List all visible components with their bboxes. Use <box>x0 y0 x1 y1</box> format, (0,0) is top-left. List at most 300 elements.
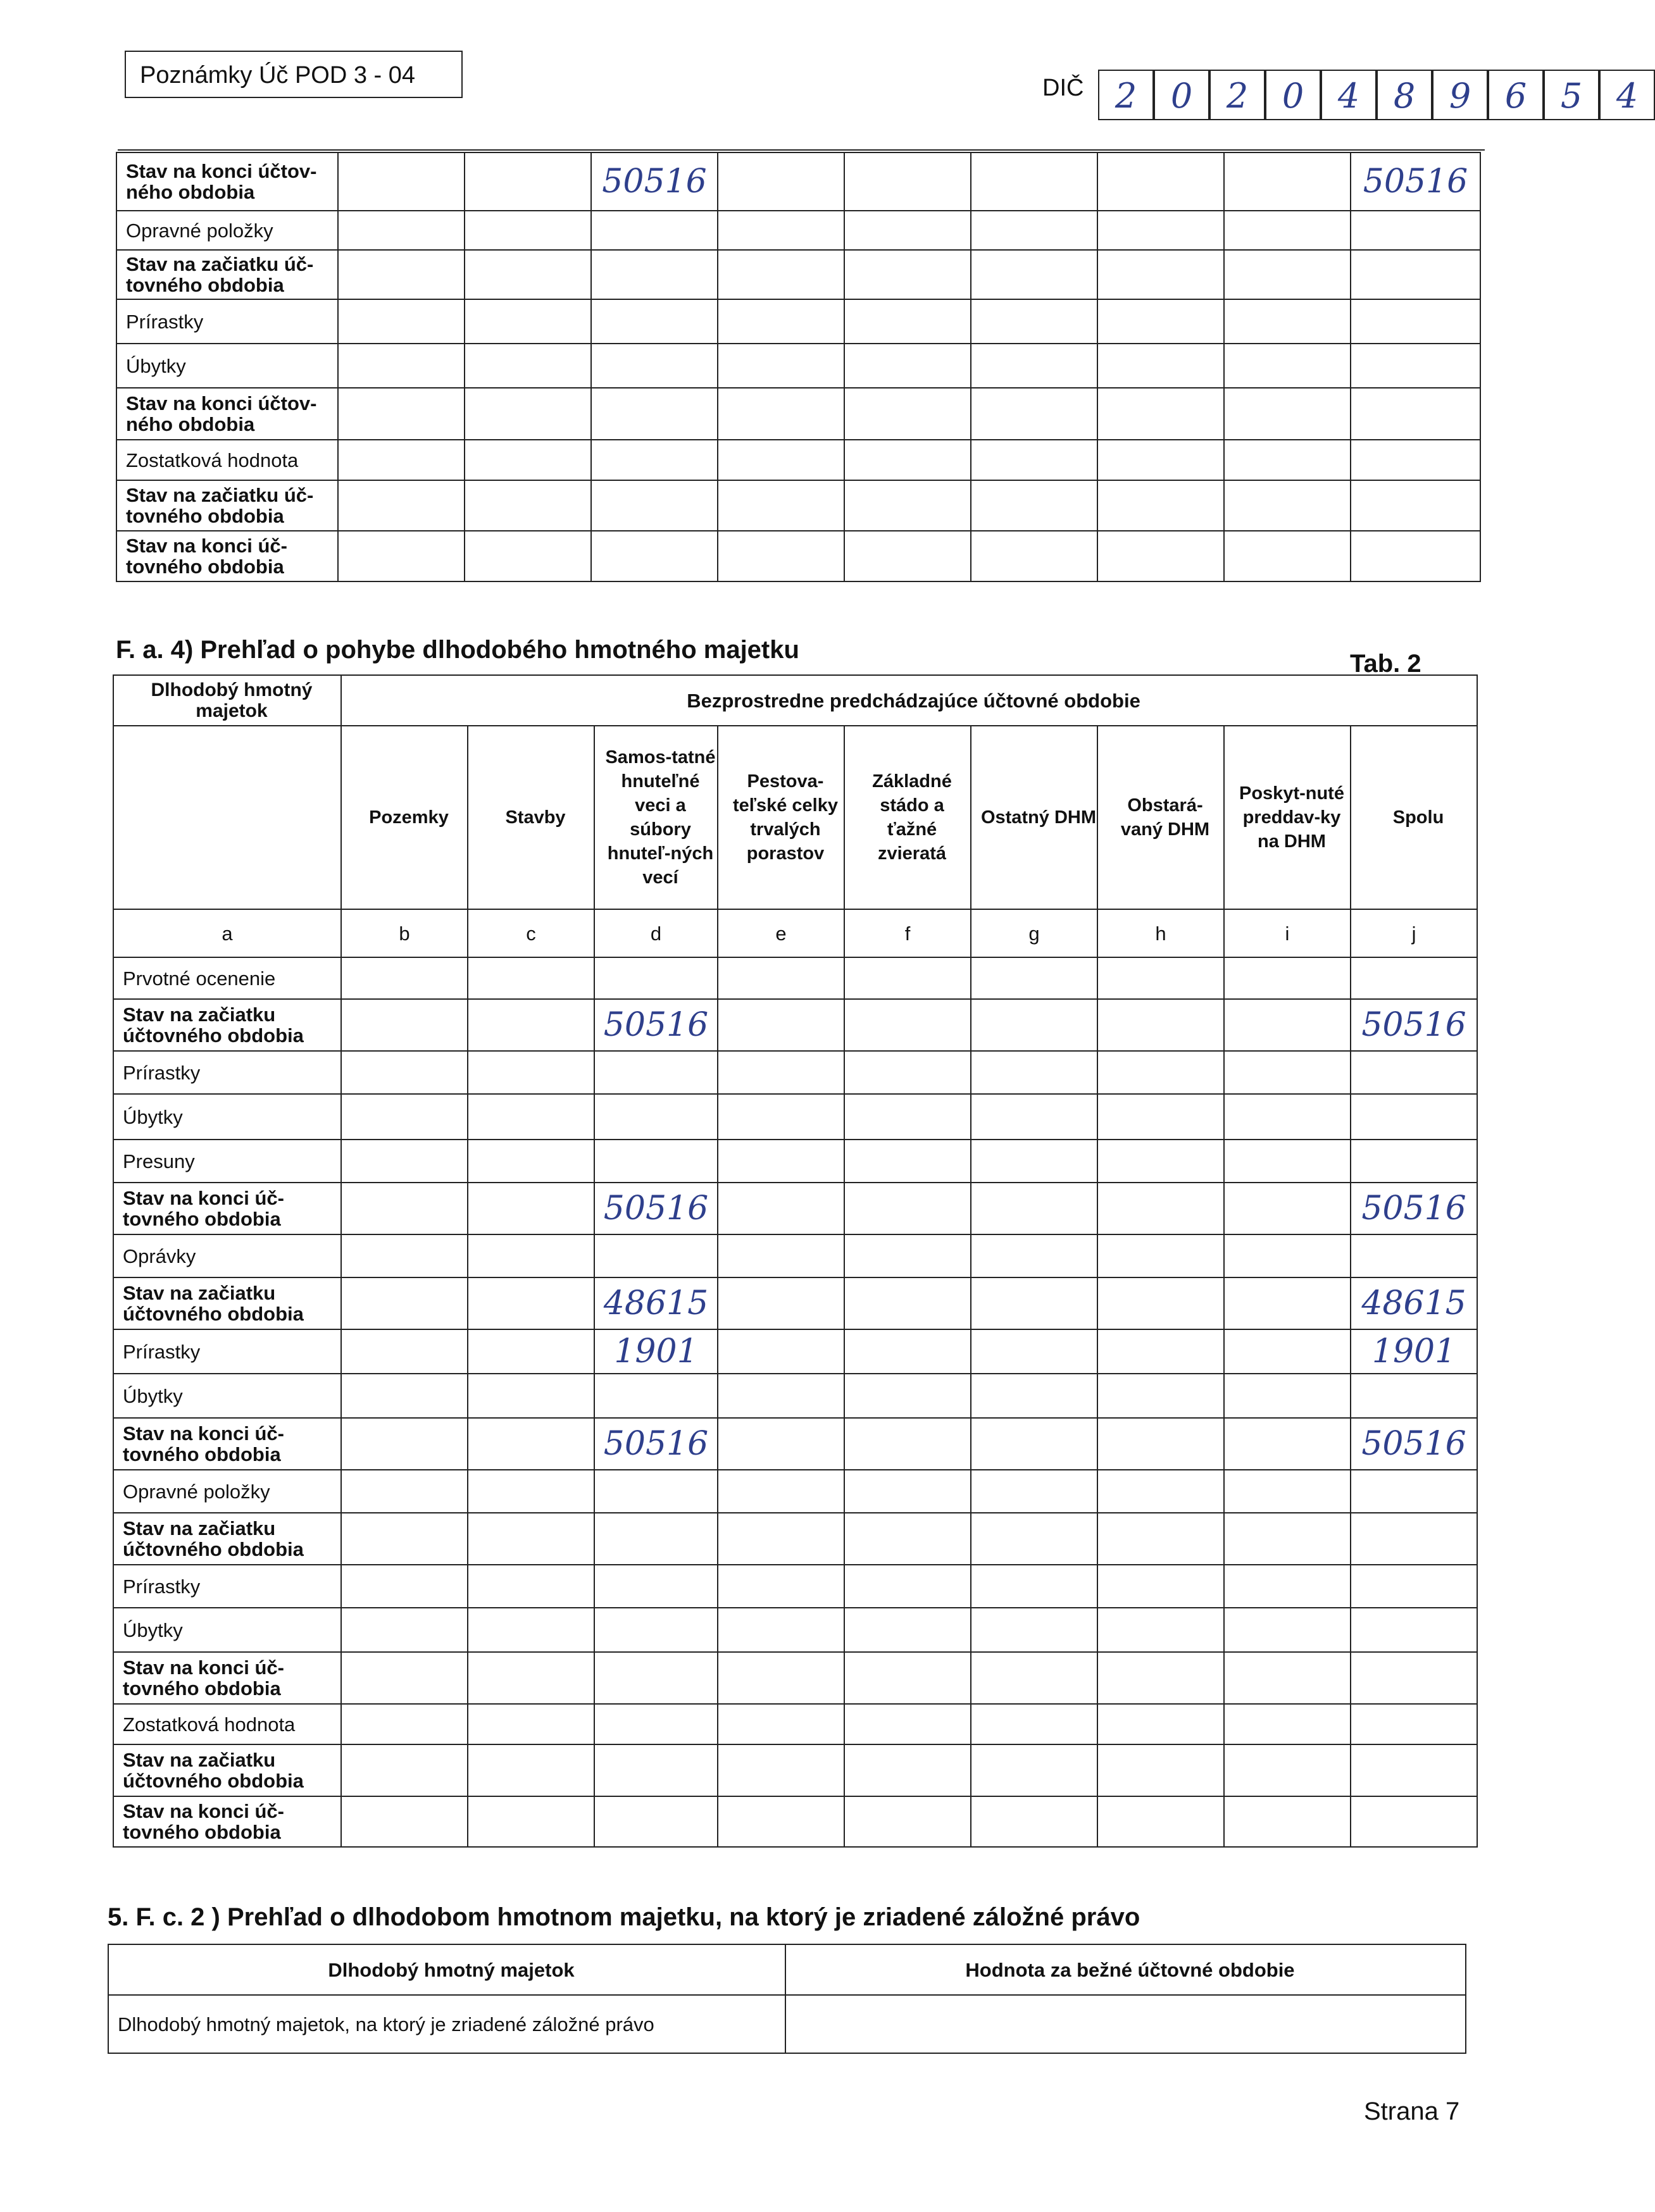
table-cell[interactable] <box>465 250 591 299</box>
table-cell[interactable] <box>468 1051 594 1094</box>
table-cell[interactable] <box>718 1051 844 1094</box>
table-cell[interactable] <box>465 211 591 250</box>
cell-col-d[interactable] <box>594 1094 718 1140</box>
table-cell[interactable] <box>718 1183 844 1234</box>
table-cell[interactable] <box>1224 1513 1351 1565</box>
cell-col-d[interactable]: 50516 <box>594 1418 718 1470</box>
table-cell[interactable] <box>1224 1418 1351 1470</box>
table-cell[interactable] <box>971 1704 1097 1744</box>
table-cell[interactable] <box>1224 480 1351 531</box>
cell-col-d[interactable] <box>594 1565 718 1608</box>
dic-digit-box[interactable]: 9 <box>1432 70 1488 120</box>
table-cell[interactable] <box>718 1140 844 1183</box>
cell-col-d[interactable] <box>591 440 718 480</box>
cell-col-j[interactable]: 50516 <box>1351 1183 1477 1234</box>
table-cell[interactable] <box>1097 388 1224 440</box>
table-cell[interactable] <box>971 388 1097 440</box>
table-cell[interactable] <box>338 344 465 388</box>
form-title: Poznámky Úč POD 3 - 04 <box>125 51 463 98</box>
table-cell[interactable] <box>844 388 971 440</box>
table-cell[interactable] <box>341 1051 468 1094</box>
table-cell[interactable] <box>468 1565 594 1608</box>
table-cell[interactable] <box>844 344 971 388</box>
table-cell[interactable] <box>465 480 591 531</box>
cell-col-j[interactable]: 50516 <box>1351 152 1480 211</box>
table-cell[interactable] <box>718 211 844 250</box>
table-cell[interactable] <box>341 1329 468 1374</box>
table-cell[interactable] <box>1224 388 1351 440</box>
table-row <box>113 1277 1477 1329</box>
cell-col-d[interactable] <box>594 1374 718 1418</box>
table-cell[interactable] <box>338 531 465 581</box>
section-title-fc2: 5. F. c. 2 ) Prehľad o dlhodobom hmotnom majetku, na ktorý je zriadené záložné právo <box>108 1903 1140 1931</box>
table-cell[interactable] <box>1224 1051 1351 1094</box>
table-cell[interactable] <box>468 1094 594 1140</box>
table-cell[interactable] <box>844 531 971 581</box>
table-cell[interactable] <box>1097 1513 1224 1565</box>
table-cell[interactable] <box>718 299 844 344</box>
cell-col-d[interactable] <box>594 957 718 999</box>
cell-col-d[interactable] <box>594 1140 718 1183</box>
cell-col-j[interactable]: 1901 <box>1351 1329 1477 1374</box>
table-cell[interactable] <box>1097 1744 1224 1796</box>
table-cell[interactable] <box>468 1329 594 1374</box>
table-cell[interactable] <box>971 1140 1097 1183</box>
table-cell[interactable] <box>844 1470 971 1513</box>
table-cell[interactable] <box>971 152 1097 211</box>
table-cell[interactable] <box>844 152 971 211</box>
table-cell[interactable] <box>718 999 844 1051</box>
table-cell[interactable] <box>1097 250 1224 299</box>
dic-digit-box[interactable]: 0 <box>1265 70 1321 120</box>
period-header: Bezprostredne predchádzajúce účtovné obdobie <box>341 675 1477 726</box>
table-cell[interactable] <box>971 1183 1097 1234</box>
cell-col-j[interactable] <box>1351 250 1480 299</box>
table-cell[interactable] <box>468 999 594 1051</box>
table-cell[interactable] <box>718 1277 844 1329</box>
cell-col-j[interactable] <box>1351 344 1480 388</box>
table-cell[interactable] <box>1224 250 1351 299</box>
table-cell[interactable] <box>1224 1140 1351 1183</box>
table-cell[interactable] <box>341 957 468 999</box>
cell-col-j[interactable]: 50516 <box>1351 999 1477 1051</box>
cell-col-d[interactable] <box>594 1234 718 1277</box>
table-cell[interactable] <box>718 1608 844 1652</box>
table-cell[interactable] <box>844 1704 971 1744</box>
row-label: Stav na konci účtov-ného obdobia <box>116 388 338 440</box>
table-cell[interactable] <box>1097 531 1224 581</box>
table-cell[interactable] <box>1224 1652 1351 1704</box>
table-cell[interactable] <box>971 531 1097 581</box>
table-cell[interactable] <box>844 1277 971 1329</box>
table-cell[interactable] <box>971 1565 1097 1608</box>
column-header: Ostatný DHM <box>971 726 1097 909</box>
table-cell[interactable] <box>1224 1183 1351 1234</box>
table-cell[interactable] <box>341 1513 468 1565</box>
table-cell[interactable] <box>718 344 844 388</box>
table-row <box>113 1744 1477 1796</box>
table-cell[interactable] <box>844 250 971 299</box>
table-cell[interactable] <box>971 480 1097 531</box>
row-label: Prírastky <box>113 1051 341 1094</box>
table-cell[interactable] <box>1097 957 1224 999</box>
table-cell[interactable] <box>1224 531 1351 581</box>
cell-col-d[interactable] <box>591 211 718 250</box>
cell-col-d[interactable] <box>594 1744 718 1796</box>
cell-col-j[interactable] <box>1351 1374 1477 1418</box>
cell-col-d[interactable] <box>594 1513 718 1565</box>
table-cell[interactable] <box>844 1374 971 1418</box>
table-cell[interactable] <box>1097 152 1224 211</box>
cell-col-d[interactable] <box>594 1608 718 1652</box>
column-letter: h <box>1097 909 1224 957</box>
table-cell[interactable] <box>1224 1470 1351 1513</box>
table-cell[interactable] <box>971 299 1097 344</box>
table-cell[interactable] <box>1224 344 1351 388</box>
table-cell[interactable] <box>1224 211 1351 250</box>
table-cell[interactable] <box>718 1652 844 1704</box>
table-cell[interactable] <box>341 999 468 1051</box>
column-letter: a <box>113 909 341 957</box>
table-cell[interactable] <box>718 1329 844 1374</box>
cell-col-d[interactable] <box>594 1652 718 1704</box>
table-cell[interactable] <box>844 440 971 480</box>
table-cell[interactable] <box>718 1094 844 1140</box>
table-cell[interactable] <box>718 1418 844 1470</box>
table-cell[interactable] <box>1097 299 1224 344</box>
cell-col-j[interactable] <box>1351 1513 1477 1565</box>
dic-digit-box[interactable]: 2 <box>1209 70 1265 120</box>
cell-col-d[interactable] <box>591 299 718 344</box>
table-cell[interactable] <box>1224 1744 1351 1796</box>
table-cell[interactable] <box>1097 1329 1224 1374</box>
table-cell[interactable] <box>971 1470 1097 1513</box>
table-cell[interactable] <box>338 299 465 344</box>
table-cell[interactable] <box>338 152 465 211</box>
cell-col-j[interactable] <box>1351 211 1480 250</box>
table-cell[interactable] <box>971 999 1097 1051</box>
table-cell[interactable] <box>844 1796 971 1847</box>
table-cell[interactable] <box>844 1608 971 1652</box>
table-cell[interactable] <box>465 344 591 388</box>
table-cell[interactable] <box>341 1140 468 1183</box>
table-cell[interactable] <box>468 1234 594 1277</box>
table-cell[interactable] <box>971 1094 1097 1140</box>
dic-digit-box[interactable]: 6 <box>1488 70 1544 120</box>
column-letter: i <box>1224 909 1351 957</box>
table-cell[interactable] <box>844 1094 971 1140</box>
cell-col-j[interactable] <box>1351 1744 1477 1796</box>
cell-col-j[interactable] <box>1351 1470 1477 1513</box>
cell-col-j[interactable]: 50516 <box>1351 1418 1477 1470</box>
table-cell[interactable] <box>1097 1277 1224 1329</box>
table-cell[interactable] <box>338 250 465 299</box>
cell-col-j[interactable] <box>1351 388 1480 440</box>
table-cell[interactable] <box>468 1418 594 1470</box>
row-label: Zostatková hodnota <box>113 1704 341 1744</box>
table-cell[interactable] <box>844 1051 971 1094</box>
table-cell[interactable] <box>1097 1565 1224 1608</box>
column-header: Základné stádo a ťažné zvieratá <box>844 726 971 909</box>
table-cell[interactable] <box>468 957 594 999</box>
table-cell[interactable] <box>844 1234 971 1277</box>
dic-label: DIČ <box>1042 75 1084 101</box>
table-cell[interactable] <box>718 250 844 299</box>
table-cell[interactable] <box>971 1277 1097 1329</box>
table-cell[interactable] <box>338 480 465 531</box>
table-cell[interactable] <box>971 1652 1097 1704</box>
table-cell[interactable] <box>844 1652 971 1704</box>
table-cell[interactable] <box>468 1140 594 1183</box>
table-cell[interactable] <box>341 1565 468 1608</box>
table-cell[interactable] <box>468 1704 594 1744</box>
table-cell[interactable] <box>341 1704 468 1744</box>
table-cell[interactable] <box>844 1183 971 1234</box>
table-cell[interactable] <box>718 1565 844 1608</box>
table-cell[interactable] <box>338 211 465 250</box>
dic-digit-box[interactable]: 5 <box>1544 70 1599 120</box>
table-cell[interactable] <box>844 999 971 1051</box>
cell-col-j[interactable] <box>1351 480 1480 531</box>
table-cell[interactable] <box>468 1470 594 1513</box>
table-cell[interactable] <box>465 388 591 440</box>
table-cell[interactable] <box>718 1374 844 1418</box>
table-cell[interactable] <box>1224 299 1351 344</box>
row-label: Stav na začiatku účtovného obdobia <box>113 1513 341 1565</box>
table-cell[interactable] <box>1097 480 1224 531</box>
cell-col-d[interactable] <box>591 344 718 388</box>
table-cell[interactable] <box>1224 999 1351 1051</box>
table-cell[interactable] <box>468 1277 594 1329</box>
table-cell[interactable] <box>718 1796 844 1847</box>
table-cell[interactable] <box>971 957 1097 999</box>
table-cell[interactable] <box>971 1418 1097 1470</box>
cell-col-j[interactable] <box>1351 957 1477 999</box>
table-cell[interactable] <box>1097 1094 1224 1140</box>
cell-col-j[interactable] <box>1351 1608 1477 1652</box>
cell-col-d[interactable]: 50516 <box>594 1183 718 1234</box>
table-cell[interactable] <box>465 440 591 480</box>
table-cell[interactable] <box>468 1183 594 1234</box>
table-cell[interactable] <box>465 531 591 581</box>
table-row <box>116 211 1480 250</box>
table-cell[interactable] <box>971 250 1097 299</box>
table-cell[interactable] <box>844 1565 971 1608</box>
cell-col-d[interactable] <box>591 531 718 581</box>
table-cell[interactable] <box>1097 344 1224 388</box>
table-cell[interactable] <box>1224 440 1351 480</box>
row-label: Stav na konci úč-tovného obdobia <box>113 1796 341 1847</box>
table-cell[interactable] <box>1224 1374 1351 1418</box>
table-cell[interactable] <box>844 1140 971 1183</box>
table-cell[interactable] <box>468 1652 594 1704</box>
table-cell[interactable] <box>1224 1329 1351 1374</box>
table-cell[interactable] <box>1224 1704 1351 1744</box>
row-label: Prírastky <box>113 1329 341 1374</box>
table-cell[interactable] <box>971 211 1097 250</box>
table-cell[interactable] <box>718 152 844 211</box>
cell-col-j[interactable] <box>1351 1234 1477 1277</box>
table-row <box>113 1140 1477 1183</box>
table-cell[interactable] <box>1224 1277 1351 1329</box>
table-row <box>113 1470 1477 1513</box>
row-label: Stav na konci účtov-ného obdobia <box>116 152 338 211</box>
cell-col-d[interactable]: 1901 <box>594 1329 718 1374</box>
table-cell[interactable] <box>718 531 844 581</box>
table-cell[interactable] <box>1224 1608 1351 1652</box>
table-cell[interactable] <box>338 440 465 480</box>
table-cell[interactable] <box>1224 1565 1351 1608</box>
table-cell[interactable] <box>1097 211 1224 250</box>
dic-digit-box[interactable]: 4 <box>1321 70 1377 120</box>
table-cell[interactable] <box>341 1094 468 1140</box>
table-cell[interactable] <box>341 1234 468 1277</box>
table-cell[interactable] <box>341 1277 468 1329</box>
fc2-row-value[interactable] <box>785 1995 1466 2053</box>
cell-col-d[interactable]: 48615 <box>594 1277 718 1329</box>
dic-digit-box[interactable]: 4 <box>1599 70 1655 120</box>
cell-col-d[interactable] <box>594 1470 718 1513</box>
table-row <box>113 1374 1477 1418</box>
table-cell[interactable] <box>971 1744 1097 1796</box>
table-cell[interactable] <box>1224 1094 1351 1140</box>
table-cell[interactable] <box>1097 1704 1224 1744</box>
cell-col-d[interactable]: 50516 <box>594 999 718 1051</box>
dic-digit-box[interactable]: 0 <box>1154 70 1209 120</box>
table-cell[interactable] <box>971 1513 1097 1565</box>
fa4-table <box>113 674 1478 1848</box>
table-cell[interactable] <box>341 1418 468 1470</box>
cell-col-j[interactable]: 48615 <box>1351 1277 1477 1329</box>
cell-col-d[interactable] <box>594 1704 718 1744</box>
cell-col-j[interactable] <box>1351 1796 1477 1847</box>
table-row <box>116 344 1480 388</box>
fc2-col-asset: Dlhodobý hmotný majetok <box>108 1944 785 1995</box>
table-cell[interactable] <box>971 1796 1097 1847</box>
table-cell[interactable] <box>1097 1608 1224 1652</box>
cell-col-d[interactable] <box>591 250 718 299</box>
cell-col-d[interactable]: 50516 <box>591 152 718 211</box>
table-cell[interactable] <box>341 1608 468 1652</box>
table-cell[interactable] <box>718 1704 844 1744</box>
cell-col-j[interactable] <box>1351 1051 1477 1094</box>
column-letter: b <box>341 909 468 957</box>
table-cell[interactable] <box>465 152 591 211</box>
table-cell[interactable] <box>1097 999 1224 1051</box>
cell-col-d[interactable] <box>591 388 718 440</box>
table-cell[interactable] <box>844 211 971 250</box>
cell-col-j[interactable] <box>1351 1140 1477 1183</box>
table-cell[interactable] <box>718 480 844 531</box>
cell-col-j[interactable] <box>1351 1094 1477 1140</box>
cell-col-j[interactable] <box>1351 531 1480 581</box>
table-cell[interactable] <box>341 1796 468 1847</box>
row-label: Úbytky <box>113 1094 341 1140</box>
table-cell[interactable] <box>718 440 844 480</box>
table-cell[interactable] <box>1097 1140 1224 1183</box>
table-cell[interactable] <box>971 1234 1097 1277</box>
table-row <box>113 1051 1477 1094</box>
cell-col-d[interactable] <box>594 1796 718 1847</box>
table-cell[interactable] <box>718 1234 844 1277</box>
table-cell[interactable] <box>468 1744 594 1796</box>
cell-col-d[interactable] <box>594 1051 718 1094</box>
table-cell[interactable] <box>341 1183 468 1234</box>
row-label: Stav na konci úč-tovného obdobia <box>116 531 338 581</box>
table-cell[interactable] <box>844 1513 971 1565</box>
table-cell[interactable] <box>718 1513 844 1565</box>
table-cell[interactable] <box>844 957 971 999</box>
table-cell[interactable] <box>1097 1374 1224 1418</box>
table-cell[interactable] <box>971 1051 1097 1094</box>
table-cell[interactable] <box>341 1744 468 1796</box>
table-cell[interactable] <box>844 1418 971 1470</box>
table-cell[interactable] <box>465 299 591 344</box>
table-cell[interactable] <box>718 388 844 440</box>
table-row <box>113 1234 1477 1277</box>
dic-digit-box[interactable]: 2 <box>1098 70 1154 120</box>
table-cell[interactable] <box>468 1796 594 1847</box>
cell-col-j[interactable] <box>1351 1565 1477 1608</box>
table-cell[interactable] <box>468 1513 594 1565</box>
table-cell[interactable] <box>971 1329 1097 1374</box>
row-label: Oprávky <box>113 1234 341 1277</box>
table-cell[interactable] <box>1224 152 1351 211</box>
table-cell[interactable] <box>844 1744 971 1796</box>
column-header: Poskyt-nuté preddav-ky na DHM <box>1224 726 1351 909</box>
table-cell[interactable] <box>341 1652 468 1704</box>
table-cell[interactable] <box>1097 1652 1224 1704</box>
table-cell[interactable] <box>1097 440 1224 480</box>
table-cell[interactable] <box>341 1374 468 1418</box>
table-cell[interactable] <box>971 344 1097 388</box>
table-cell[interactable] <box>468 1374 594 1418</box>
cell-col-d[interactable] <box>591 480 718 531</box>
cell-col-j[interactable] <box>1351 299 1480 344</box>
table-cell[interactable] <box>718 1744 844 1796</box>
table-cell[interactable] <box>1097 1796 1224 1847</box>
table-cell[interactable] <box>844 299 971 344</box>
table-cell[interactable] <box>971 1374 1097 1418</box>
table-cell[interactable] <box>1224 1234 1351 1277</box>
table-cell[interactable] <box>338 388 465 440</box>
table-cell[interactable] <box>1224 1796 1351 1847</box>
table-row <box>116 388 1480 440</box>
table-cell[interactable] <box>468 1608 594 1652</box>
table-cell[interactable] <box>1224 957 1351 999</box>
table-cell[interactable] <box>1097 1418 1224 1470</box>
dic-digit-box[interactable]: 8 <box>1377 70 1432 120</box>
table-cell[interactable] <box>971 1608 1097 1652</box>
cell-col-j[interactable] <box>1351 440 1480 480</box>
table-cell[interactable] <box>341 1470 468 1513</box>
table-row <box>113 1608 1477 1652</box>
table-cell[interactable] <box>1097 1234 1224 1277</box>
table-cell[interactable] <box>844 480 971 531</box>
table-cell[interactable] <box>1097 1470 1224 1513</box>
row-label: Prírastky <box>113 1565 341 1608</box>
table-cell[interactable] <box>844 1329 971 1374</box>
cell-col-j[interactable] <box>1351 1704 1477 1744</box>
table-cell[interactable] <box>718 957 844 999</box>
column-header: Samos-tatné hnuteľné veci a súbory hnuteľ-ných vecí <box>594 726 718 909</box>
cell-col-j[interactable] <box>1351 1652 1477 1704</box>
table-cell[interactable] <box>1097 1051 1224 1094</box>
table-cell[interactable] <box>971 440 1097 480</box>
table-row <box>113 1652 1477 1704</box>
table-cell[interactable] <box>1097 1183 1224 1234</box>
table-cell[interactable] <box>718 1470 844 1513</box>
